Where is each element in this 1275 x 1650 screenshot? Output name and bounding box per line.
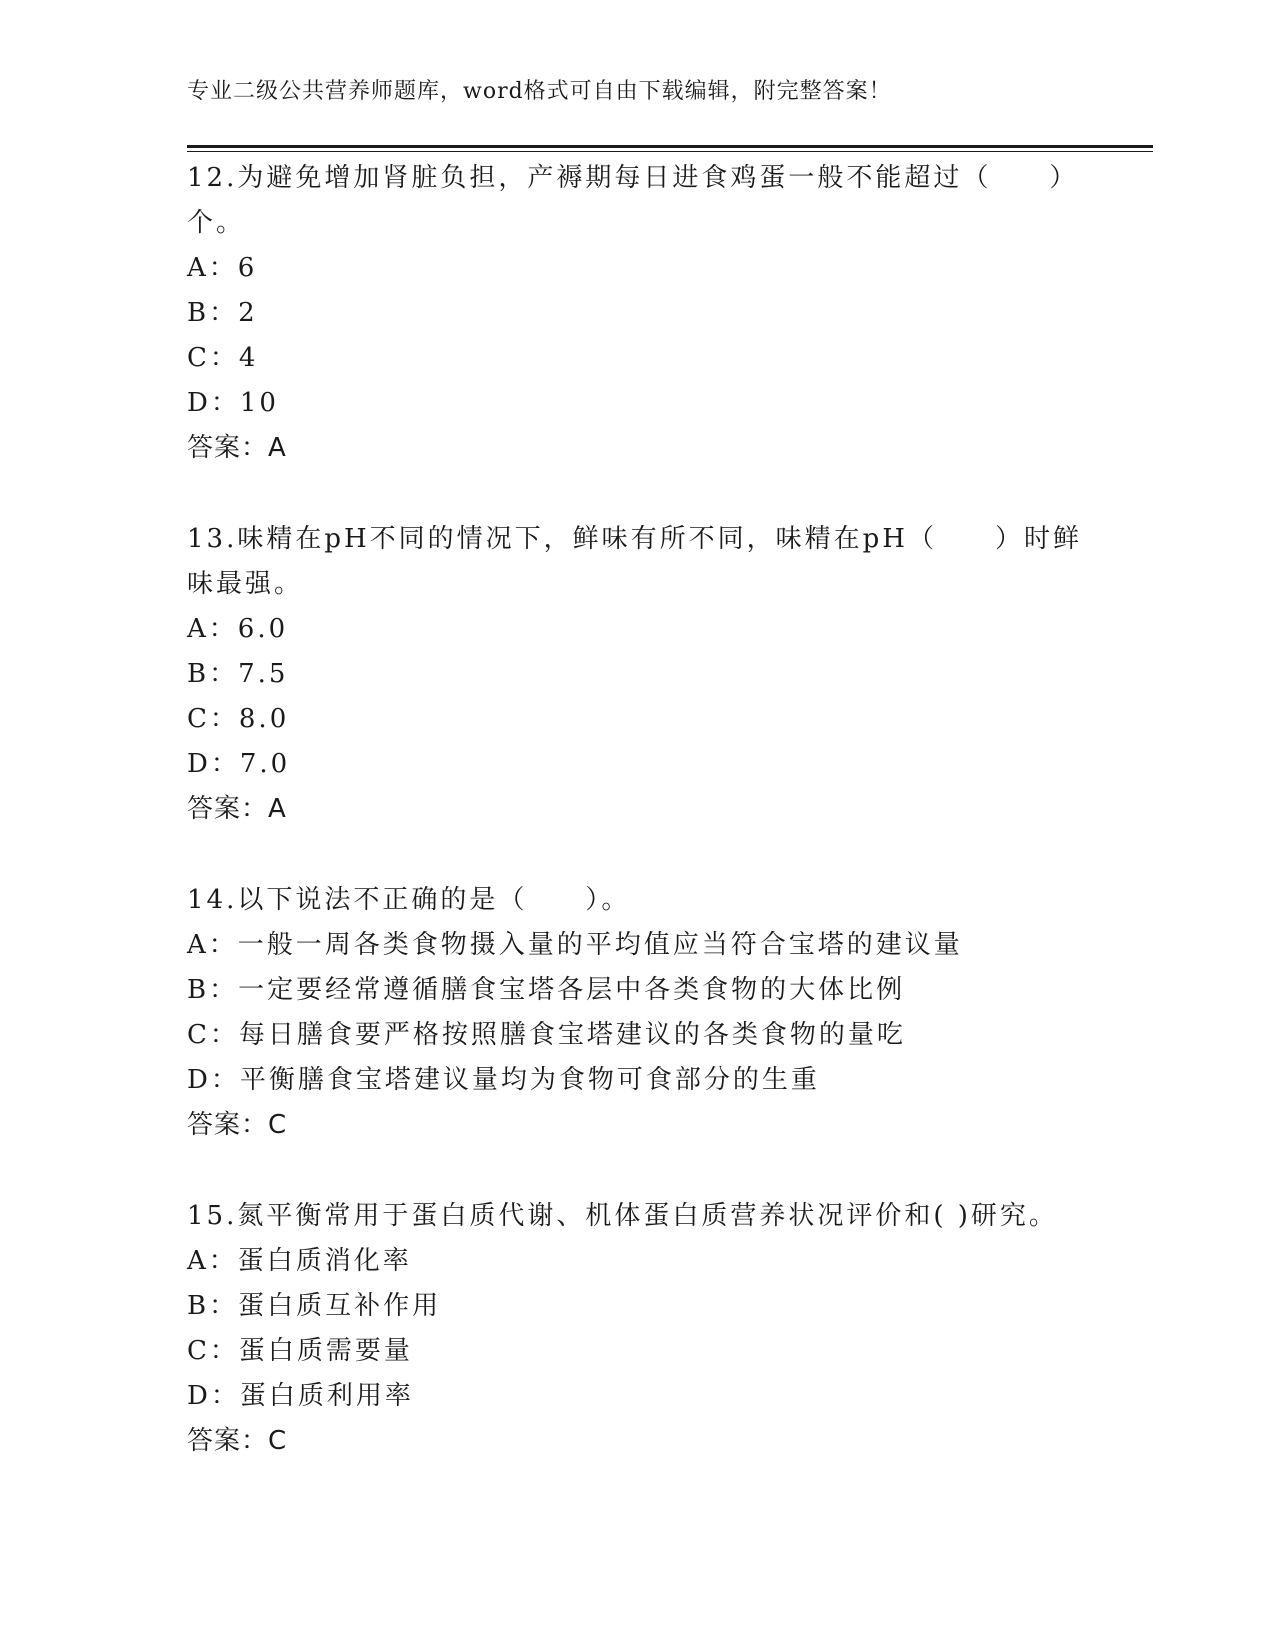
answer-text: 答案：A — [187, 433, 287, 463]
page-header-title: 专业二级公共营养师题库，word格式可自由下载编辑，附完整答案！ — [187, 79, 892, 104]
question-15 — [187, 1194, 1087, 1464]
option-d: D：10 — [187, 388, 279, 418]
option-d: D：7.0 — [187, 749, 291, 779]
option-a: A：6.0 — [187, 614, 289, 644]
option-d: D：平衡膳食宝塔建议量均为食物可食部分的生重 — [187, 1065, 820, 1095]
question-text: 12.为避免增加肾脏负担，产褥期每日进食鸡蛋一般不能超过（ ） — [187, 163, 1079, 193]
answer-text: 答案：C — [187, 1426, 288, 1456]
question-text: 15.氮平衡常用于蛋白质代谢、机体蛋白质营养状况评价和( )研究。 — [187, 1201, 1058, 1231]
option-b: B：2 — [187, 298, 258, 328]
option-c: C：每日膳食要严格按照膳食宝塔建议的各类食物的量吃 — [187, 1020, 906, 1050]
option-d: D：蛋白质利用率 — [187, 1381, 414, 1411]
header-divider-thick — [187, 145, 1153, 148]
option-a: A：蛋白质消化率 — [187, 1246, 412, 1276]
question-text: 个。 — [187, 208, 246, 238]
option-a: A：一般一周各类食物摄入量的平均值应当符合宝塔的建议量 — [187, 930, 963, 960]
option-b: B：蛋白质互补作用 — [187, 1291, 442, 1321]
header-divider-thin — [187, 151, 1153, 152]
option-c: C：蛋白质需要量 — [187, 1336, 413, 1366]
question-text: 13.味精在pH不同的情况下，鲜味有所不同，味精在pH（ ）时鲜 — [187, 524, 1082, 554]
question-text: 14.以下说法不正确的是（ ）。 — [187, 885, 631, 915]
option-a: A：6 — [187, 253, 258, 283]
answer-text: 答案：C — [187, 1110, 288, 1140]
answer-text: 答案：A — [187, 794, 287, 824]
option-b: B：7.5 — [187, 659, 289, 689]
question-12 — [187, 156, 1087, 471]
question-text: 味最强。 — [187, 569, 304, 599]
question-list — [187, 156, 1087, 1510]
option-c: C：4 — [187, 343, 259, 373]
question-13 — [187, 517, 1087, 832]
option-c: C：8.0 — [187, 704, 290, 734]
question-14 — [187, 878, 1087, 1148]
option-b: B：一定要经常遵循膳食宝塔各层中各类食物的大体比例 — [187, 975, 906, 1005]
